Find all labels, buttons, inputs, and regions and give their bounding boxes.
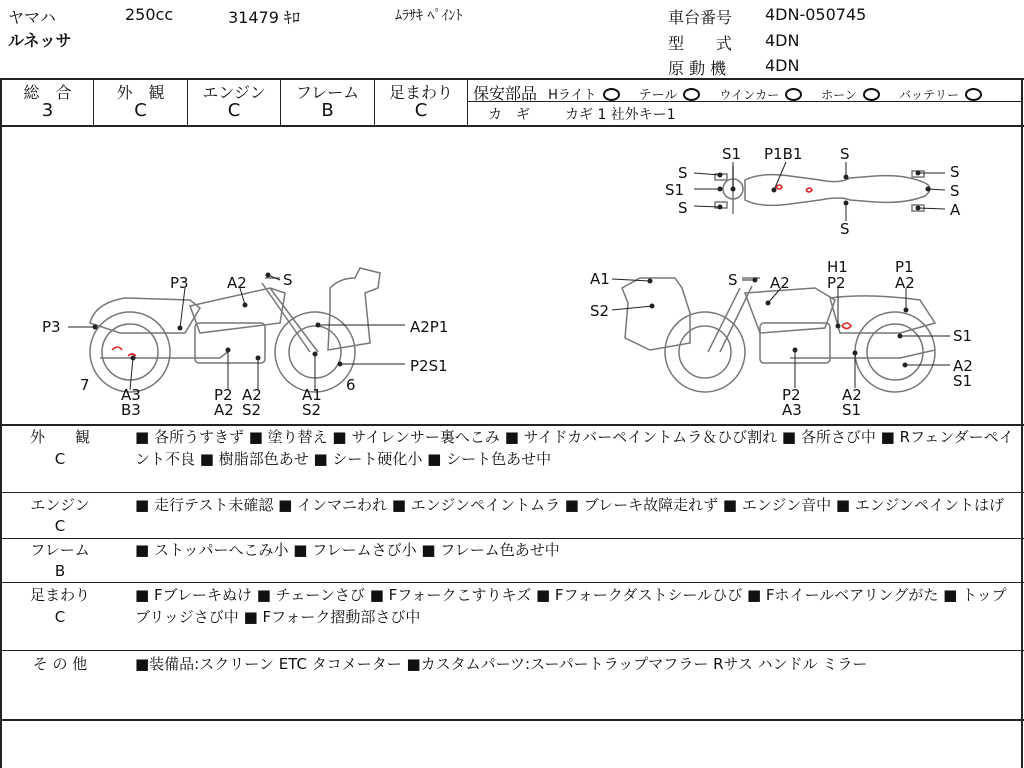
left-label-a2: A2 — [227, 274, 247, 292]
grade-frame: B — [321, 100, 334, 121]
grade-overall-label: 総 合 — [23, 83, 72, 102]
damage-diagram — [0, 128, 1024, 424]
left-label-a2p1: A2P1 — [410, 318, 449, 336]
model-name: ルネッサ — [8, 31, 72, 50]
damage-mark-icon — [806, 188, 812, 192]
right-label-p1: P1 — [895, 258, 914, 276]
mileage: 31479 ｷﾛ — [228, 8, 300, 27]
section-suspension-label: 足まわり — [29, 586, 90, 604]
left-label-a3: A3 — [121, 386, 141, 404]
divider — [0, 492, 1024, 493]
left-label-s2-bot: S2 — [302, 401, 322, 419]
keys-label: カ ギ — [488, 107, 530, 123]
top-label-s-tank: S — [840, 145, 850, 163]
damage-mark-icon — [112, 347, 136, 356]
right-label-a1: A1 — [590, 270, 610, 288]
left-label-p2s1: P2S1 — [410, 357, 448, 375]
battery-ok-icon — [965, 88, 982, 101]
displacement: 250cc — [125, 5, 174, 24]
section-frame-text: ■ ストッパーへこみ小 ■ フレームさび小 ■ フレーム色あせ中 — [135, 541, 560, 559]
top-label-s-fl: S — [678, 164, 688, 182]
grade-suspension-label: 足まわり — [388, 83, 453, 102]
right-view-motorcycle — [622, 278, 935, 392]
section-engine-text: ■ 走行テスト未確認 ■ インマニわれ ■ エンジンペイントムラ ■ ブレーキ故障走れず ■ エンジン音中 ■ エンジンペイントはげ — [135, 496, 1005, 514]
divider — [467, 78, 468, 126]
type-label: 型 式 — [668, 34, 733, 53]
divider — [0, 719, 1024, 721]
horn-label: ホーン — [821, 88, 857, 102]
section-frame-label: フレーム — [30, 541, 90, 559]
top-view-motorcycle — [715, 166, 930, 214]
divider — [0, 582, 1024, 583]
left-label-6: 6 — [346, 376, 356, 394]
grade-exterior: C — [134, 100, 147, 121]
battery-label: バッテリー — [899, 88, 960, 102]
grade-suspension: C — [414, 100, 428, 121]
left-label-a2-b: A2 — [242, 386, 262, 404]
chassis-value: 4DN-050745 — [765, 5, 867, 24]
maker: ヤマハ — [8, 8, 56, 27]
section-engine-label: エンジン — [30, 496, 90, 514]
section-exterior-text: ■ 各所うすきず ■ 塗り替え ■ サイレンサー裏へこみ ■ サイドカバーペイントムラ＆ひび割れ ■ 各所さび中 ■ Rフェンダーペイント不良 ■ 樹脂部色あせ ■ シート硬化小 ■ シート色あせ中 — [135, 428, 1014, 468]
chassis-label: 車台番号 — [668, 8, 733, 27]
left-label-p3: P3 — [170, 274, 189, 292]
right-label-h1: H1 — [827, 258, 848, 276]
grade-frame-label: フレーム — [295, 83, 360, 102]
color: ﾑﾗｻｷ ﾍﾟｲﾝﾄ — [395, 8, 463, 24]
divider — [0, 125, 1024, 127]
right-label-a2-wheel: A2 — [953, 357, 973, 375]
right-label-a2: A2 — [770, 274, 790, 292]
right-label-s1-wheel: S1 — [953, 372, 973, 390]
grade-engine: C — [227, 100, 241, 121]
damage-mark-icon — [842, 323, 851, 329]
left-label-p2: P2 — [214, 386, 233, 404]
section-other-text: ■装備品:スクリーン ETC タコメーター ■カスタムパーツ:スーパートラップマフラー Rサス ハンドル ミラー — [135, 655, 868, 673]
engine-label: 原 動 機 — [668, 59, 727, 78]
left-label-a2-c: A2 — [214, 401, 234, 419]
section-engine-grade: C — [54, 517, 66, 535]
section-suspension-grade: C — [54, 608, 66, 626]
right-label-p2-bot: P2 — [782, 386, 801, 404]
safety-label: 保安部品 — [473, 84, 538, 103]
winker-label: ウインカー — [719, 88, 780, 102]
taillight-ok-icon — [683, 88, 700, 101]
top-label-s-rr-mid: S — [950, 182, 960, 200]
section-exterior-label: 外 観 — [29, 428, 90, 446]
grade-exterior-label: 外 観 — [116, 83, 165, 102]
type-value: 4DN — [765, 31, 800, 50]
top-label-s-fl-bot: S — [678, 199, 688, 217]
left-label-a1: A1 — [302, 386, 322, 404]
right-label-p2: P2 — [827, 274, 846, 292]
top-label-a-rr: A — [950, 201, 961, 219]
left-label-s: S — [283, 271, 293, 289]
right-label-s2: S2 — [590, 302, 610, 320]
right-label-s1: S1 — [953, 327, 973, 345]
engine-value: 4DN — [765, 56, 800, 75]
right-label-a2-tail: A2 — [895, 274, 915, 292]
headlight-label: Hライト — [548, 88, 597, 103]
right-label-a2-bot: A2 — [842, 386, 862, 404]
section-suspension-text: ■ Fブレーキぬけ ■ チェーンさび ■ Fフォークこすりキズ ■ Fフォークダストシールひび ■ Fホイールベアリングがた ■ トップブリッジさび中 ■ Fフォーク摺動部さび中 — [135, 586, 1007, 626]
top-view-leaders — [694, 162, 945, 221]
taillight-label: テール — [638, 88, 678, 103]
section-exterior-grade: C — [54, 450, 66, 468]
top-label-s1-fl: S1 — [665, 181, 685, 199]
top-label-p1b1: P1B1 — [764, 145, 803, 163]
top-label-s1: S1 — [722, 145, 742, 163]
right-label-s1-bot: S1 — [842, 401, 862, 419]
headlight-ok-icon — [603, 88, 620, 101]
left-label-b3: B3 — [121, 401, 141, 419]
damage-mark-icon — [776, 185, 782, 189]
keys-value: カギ 1 社外キー1 — [565, 107, 676, 123]
left-label-7: 7 — [80, 376, 90, 394]
divider — [0, 650, 1024, 651]
top-label-s-rr: S — [950, 163, 960, 181]
right-label-s: S — [728, 271, 738, 289]
section-frame-grade: B — [54, 562, 66, 580]
left-label-p3-side: P3 — [42, 318, 61, 336]
top-label-s-tank-bot: S — [840, 220, 850, 238]
winker-ok-icon — [785, 88, 802, 101]
right-label-a3-bot: A3 — [782, 401, 802, 419]
safety-parts — [473, 81, 982, 104]
grade-engine-label: エンジン — [202, 83, 266, 102]
section-other-label: そ の 他 — [32, 655, 88, 673]
left-label-s2: S2 — [242, 401, 262, 419]
grade-overall: 3 — [41, 100, 54, 121]
horn-ok-icon — [863, 88, 880, 101]
